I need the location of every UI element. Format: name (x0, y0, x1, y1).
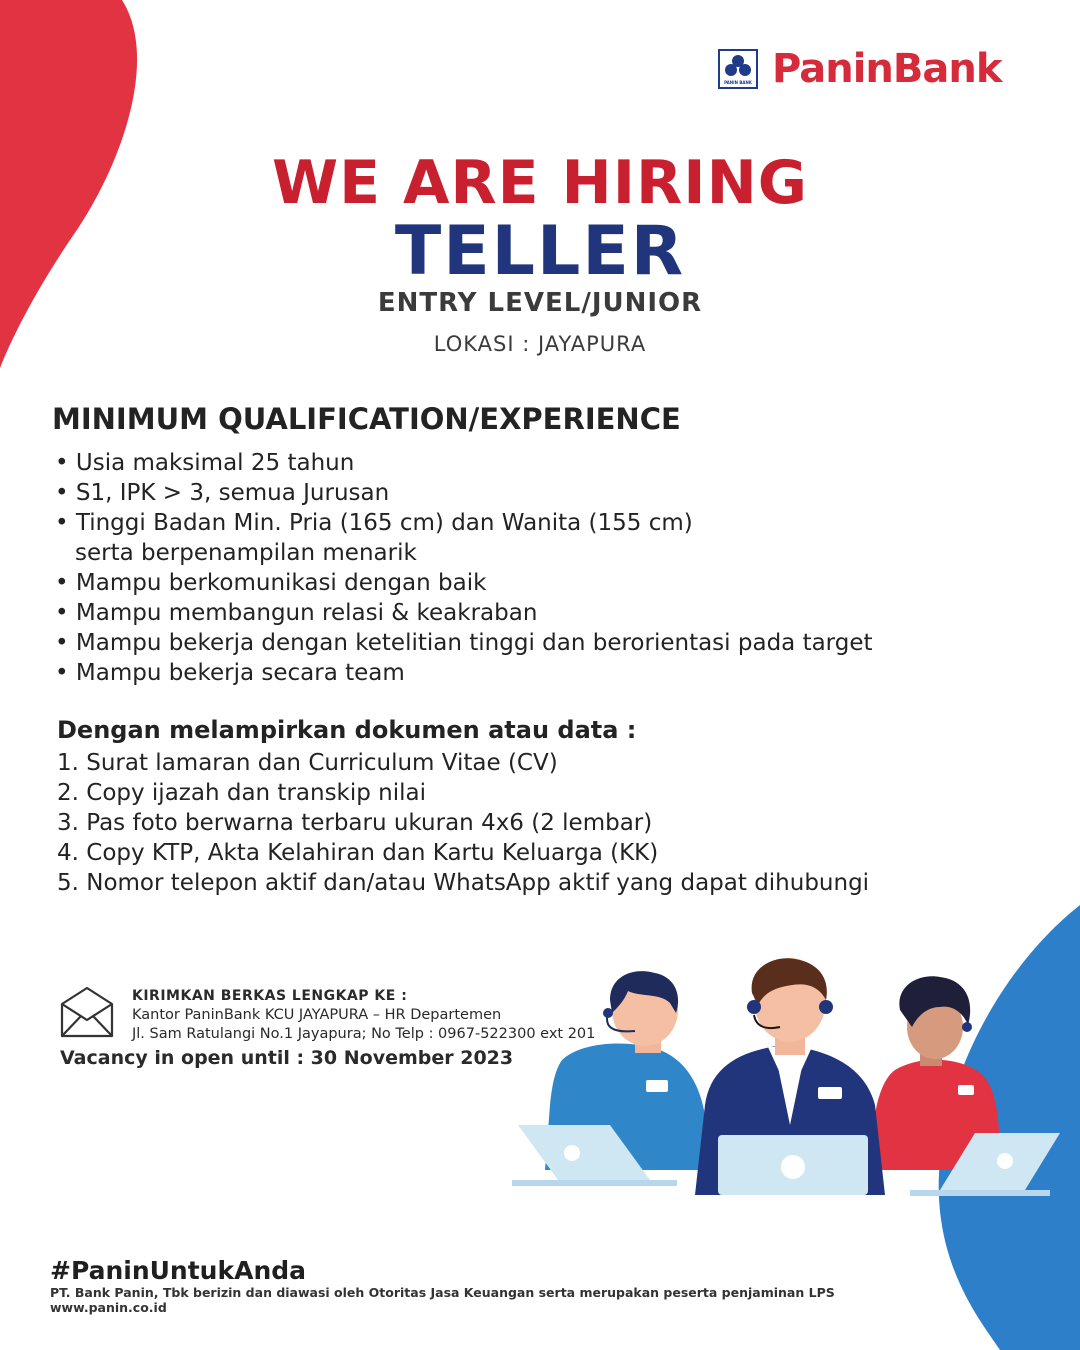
agents-illustration (500, 955, 1070, 1225)
contact-office: Kantor PaninBank KCU JAYAPURA – HR Departemen (132, 1007, 502, 1023)
list-item: 5. Nomor telepon aktif dan/atau WhatsApp aktif yang dapat dihubungi (57, 870, 870, 896)
logo-emblem (718, 49, 758, 89)
position-heading: TELLER (394, 212, 686, 291)
trefoil-icon (724, 54, 752, 80)
hashtag: #PaninUntukAnda (50, 1256, 307, 1285)
logo-badge-text: PANIN BANK (724, 80, 752, 85)
level-subheading: ENTRY LEVEL/JUNIOR (377, 288, 703, 318)
list-item: 3. Pas foto berwarna terbaru ukuran 4x6 (2 lembar) (57, 810, 653, 836)
legal-text: PT. Bank Panin, Tbk berizin dan diawasi oleh Otoritas Jasa Keuangan serta merupakan peserta penjaminan LPS (50, 1285, 835, 1300)
envelope-icon (60, 986, 114, 1038)
location-text: LOKASI : JAYAPURA (433, 332, 647, 356)
list-item: 1. Surat lamaran dan Curriculum Vitae (CV) (57, 750, 558, 776)
hiring-heading: WE ARE HIRING (271, 148, 809, 218)
list-item: • S1, IPK > 3, semua Jurusan (55, 480, 390, 506)
list-item: • Mampu bekerja secara team (55, 660, 405, 686)
documents-list (57, 748, 869, 898)
vacancy-deadline: Vacancy in open until : 30 November 2023 (60, 1047, 514, 1069)
list-item: • Mampu berkomunikasi dengan baik (55, 570, 487, 596)
list-item: 2. Copy ijazah dan transkip nilai (57, 780, 427, 806)
list-item: 4. Copy KTP, Akta Kelahiran dan Kartu Keluarga (KK) (57, 840, 659, 866)
list-item: • Mampu membangun relasi & keakraban (55, 600, 538, 626)
laptop-center (718, 1135, 868, 1195)
list-item: serta berpenampilan menarik (75, 540, 417, 566)
paninbank-logo (718, 46, 1001, 92)
list-item: • Mampu bekerja dengan ketelitian tinggi dan berorientasi pada target (55, 630, 873, 656)
legal-footer (50, 1285, 835, 1315)
list-item: • Usia maksimal 25 tahun (55, 450, 355, 476)
documents-title: Dengan melampirkan dokumen atau data : (57, 716, 637, 744)
list-item: • Tinggi Badan Min. Pria (165 cm) dan Wanita (155 cm) (55, 510, 693, 536)
logo-wordmark: PaninBank (772, 46, 1002, 92)
contact-title: KIRIMKAN BERKAS LENGKAP KE : (132, 988, 408, 1004)
contact-address: Jl. Sam Ratulangi No.1 Jayapura; No Telp : 0967-522300 ext 201 (132, 1026, 596, 1042)
website-link[interactable]: www.panin.co.id (50, 1300, 167, 1315)
qualification-title: MINIMUM QUALIFICATION/EXPERIENCE (52, 402, 681, 436)
qualification-list (55, 448, 873, 688)
